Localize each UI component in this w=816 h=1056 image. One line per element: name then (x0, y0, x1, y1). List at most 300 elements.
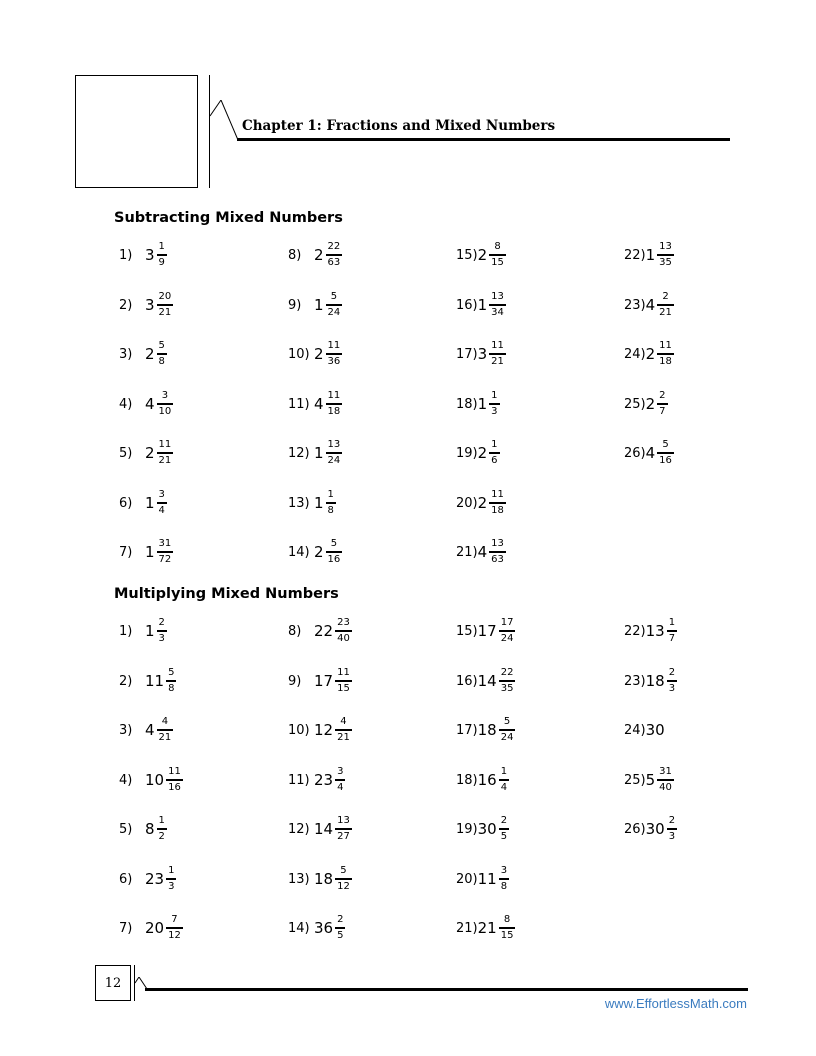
problem-number: 26) (624, 821, 646, 837)
fraction-bar (157, 452, 174, 454)
denominator: 8 (158, 355, 165, 367)
fraction-bar (657, 254, 674, 256)
problem-number: 17) (456, 346, 478, 362)
fraction (157, 391, 174, 417)
fraction-bar (499, 878, 509, 880)
fraction (657, 440, 674, 466)
fraction (166, 767, 183, 793)
denominator: 5 (337, 929, 344, 941)
fraction (667, 618, 677, 644)
denominator: 27 (337, 830, 350, 842)
problem-number: 6) (119, 871, 133, 887)
whole-number: 18 (645, 672, 665, 690)
problem-number: 5) (119, 445, 133, 461)
problem-item (119, 238, 167, 272)
fraction-bar (157, 828, 167, 830)
fraction-bar (326, 353, 343, 355)
fraction-bar (166, 680, 176, 682)
problem-item (119, 288, 173, 322)
header-rule (237, 138, 730, 141)
problem-number: 14) (288, 544, 310, 560)
problem-number: 10) (288, 346, 310, 362)
fraction-bar (335, 779, 345, 781)
whole-number: 17 (314, 672, 334, 690)
whole-number: 18 (477, 721, 497, 739)
problem-number: 24) (624, 346, 646, 362)
whole-number: 2 (145, 345, 155, 363)
whole-number: 30 (477, 820, 497, 838)
footer-rule (145, 988, 748, 991)
fraction-bar (157, 304, 174, 306)
numerator: 5 (662, 439, 669, 451)
fraction-bar (335, 729, 352, 731)
numerator: 22 (327, 241, 341, 253)
whole-number: 2 (314, 345, 324, 363)
problem-number: 16) (456, 297, 478, 313)
fraction-bar (166, 927, 183, 929)
fraction (335, 668, 352, 694)
problem-number: 19) (456, 445, 478, 461)
problem-item (624, 664, 677, 698)
problem-number: 7) (119, 544, 133, 560)
whole-number: 4 (477, 543, 488, 561)
problem-item (288, 862, 352, 896)
fraction (157, 490, 167, 516)
denominator: 7 (659, 405, 666, 417)
problem-number: 19) (456, 821, 478, 837)
problem-item (119, 862, 176, 896)
fraction-bar (489, 403, 499, 405)
fraction-bar (326, 452, 343, 454)
problem-item (624, 288, 674, 322)
problem-item (456, 614, 515, 648)
problem-number: 4) (119, 772, 133, 788)
denominator: 63 (491, 553, 504, 565)
numerator: 1 (168, 865, 175, 877)
fraction (499, 717, 516, 743)
denominator: 72 (158, 553, 172, 565)
whole-number: 2 (645, 345, 656, 363)
denominator: 4 (337, 781, 344, 793)
whole-number: 1 (145, 543, 155, 561)
problem-number: 2) (119, 673, 133, 689)
fraction-bar (667, 680, 677, 682)
denominator: 24 (327, 454, 341, 466)
problem-item (456, 238, 506, 272)
fraction-bar (157, 254, 167, 256)
problem-number: 26) (624, 445, 646, 461)
fraction (326, 242, 343, 268)
numerator: 3 (500, 865, 508, 877)
problem-number: 9) (288, 297, 302, 313)
problem-number: 21) (456, 920, 478, 936)
fraction (657, 341, 674, 367)
problem-number: 15) (456, 247, 478, 263)
whole-number: 23 (145, 870, 165, 888)
fraction (157, 816, 167, 842)
problem-item (119, 535, 173, 569)
fraction (489, 242, 506, 268)
fraction (489, 292, 506, 318)
denominator: 40 (337, 632, 350, 644)
fraction (657, 242, 674, 268)
fraction (335, 717, 352, 743)
numerator: 11 (337, 667, 350, 679)
numerator: 11 (158, 439, 172, 451)
numerator: 13 (491, 291, 504, 303)
numerator: 22 (500, 667, 514, 679)
denominator: 8 (500, 880, 508, 892)
whole-number: 17 (477, 622, 497, 640)
fraction-bar (489, 452, 499, 454)
whole-number: 30 (645, 721, 665, 739)
numerator: 2 (668, 815, 676, 827)
fraction-bar (157, 502, 167, 504)
denominator: 3 (168, 880, 175, 892)
fraction-bar (326, 254, 343, 256)
fraction (157, 618, 167, 644)
fraction (667, 668, 677, 694)
whole-number: 3 (145, 296, 155, 314)
whole-number: 11 (145, 672, 165, 690)
fraction (335, 767, 345, 793)
fraction-bar (326, 403, 343, 405)
problem-item (119, 614, 167, 648)
fraction (489, 391, 499, 417)
numerator: 2 (337, 914, 344, 926)
whole-number: 2 (145, 444, 155, 462)
whole-number: 1 (645, 246, 656, 264)
denominator: 8 (327, 504, 334, 516)
fraction-bar (157, 630, 167, 632)
fraction (335, 618, 352, 644)
problem-item (456, 288, 506, 322)
fraction-bar (157, 403, 174, 405)
whole-number: 14 (314, 820, 334, 838)
fraction (499, 915, 516, 941)
numerator: 3 (337, 766, 344, 778)
problem-item (456, 862, 509, 896)
problem-number: 17) (456, 722, 478, 738)
numerator: 13 (491, 538, 504, 550)
whole-number: 2 (314, 246, 324, 264)
fraction (499, 668, 516, 694)
fraction-bar (499, 680, 516, 682)
problem-item (288, 614, 352, 648)
denominator: 16 (327, 553, 341, 565)
fraction-bar (489, 551, 506, 553)
problem-number: 18) (456, 772, 478, 788)
problem-number: 18) (456, 396, 478, 412)
denominator: 18 (327, 405, 341, 417)
problem-number: 12) (288, 445, 310, 461)
problem-item (288, 812, 352, 846)
problem-item (624, 387, 668, 421)
whole-number: 1 (145, 622, 155, 640)
problem-item (624, 812, 677, 846)
whole-number: 13 (645, 622, 665, 640)
problem-item (288, 337, 342, 371)
fraction-bar (499, 927, 516, 929)
fraction (657, 292, 674, 318)
problem-number: 20) (456, 495, 478, 511)
fraction (166, 866, 176, 892)
whole-number: 18 (314, 870, 334, 888)
denominator: 18 (491, 504, 504, 516)
problem-item (456, 713, 515, 747)
problem-number: 1) (119, 623, 133, 639)
fraction (335, 816, 352, 842)
fraction (166, 668, 176, 694)
denominator: 15 (500, 929, 514, 941)
fraction (489, 341, 506, 367)
denominator: 35 (500, 682, 514, 694)
fraction (326, 490, 336, 516)
problem-item (288, 238, 342, 272)
numerator: 13 (327, 439, 341, 451)
numerator: 2 (659, 390, 666, 402)
fraction-bar (326, 551, 343, 553)
fraction-bar (657, 779, 674, 781)
denominator: 6 (491, 454, 498, 466)
problem-item (456, 387, 500, 421)
problem-number: 10) (288, 722, 310, 738)
whole-number: 23 (314, 771, 334, 789)
problem-number: 20) (456, 871, 478, 887)
numerator: 31 (659, 766, 672, 778)
footer-url[interactable]: www.EffortlessMath.com (604, 996, 747, 1011)
fraction (326, 341, 343, 367)
problem-number: 24) (624, 722, 646, 738)
problem-item (456, 911, 515, 945)
problem-number: 4) (119, 396, 133, 412)
problem-number: 5) (119, 821, 133, 837)
numerator: 5 (168, 667, 175, 679)
denominator: 15 (491, 256, 504, 268)
whole-number: 20 (145, 919, 165, 937)
whole-number: 4 (145, 395, 155, 413)
problem-item (119, 763, 183, 797)
fraction (157, 292, 174, 318)
numerator: 20 (158, 291, 172, 303)
problem-item (288, 911, 345, 945)
numerator: 1 (500, 766, 508, 778)
denominator: 9 (158, 256, 165, 268)
denominator: 4 (158, 504, 165, 516)
problem-item (119, 911, 183, 945)
whole-number: 5 (645, 771, 656, 789)
problem-item (119, 337, 167, 371)
problem-number: 15) (456, 623, 478, 639)
numerator: 13 (337, 815, 350, 827)
problem-item (119, 486, 167, 520)
numerator: 11 (327, 340, 341, 352)
fraction-bar (499, 828, 509, 830)
problem-number: 23) (624, 297, 646, 313)
whole-number: 3 (477, 345, 488, 363)
denominator: 21 (491, 355, 504, 367)
problem-item (624, 614, 677, 648)
fraction-bar (657, 353, 674, 355)
denominator: 16 (659, 454, 672, 466)
chapter-title: Chapter 1: Fractions and Mixed Numbers (242, 118, 556, 134)
denominator: 21 (337, 731, 350, 743)
denominator: 12 (168, 929, 181, 941)
numerator: 4 (161, 716, 169, 728)
fraction (489, 539, 506, 565)
whole-number: 2 (477, 246, 488, 264)
numerator: 2 (158, 617, 165, 629)
numerator: 11 (491, 489, 504, 501)
fraction (489, 490, 506, 516)
numerator: 11 (491, 340, 504, 352)
fraction-bar (335, 878, 352, 880)
fraction (326, 440, 343, 466)
page-number: 12 (95, 965, 131, 1001)
problem-number: 13) (288, 495, 310, 511)
numerator: 5 (330, 291, 338, 303)
whole-number: 2 (314, 543, 324, 561)
numerator: 5 (340, 865, 347, 877)
fraction-bar (489, 254, 506, 256)
denominator: 10 (158, 405, 172, 417)
fraction-bar (657, 452, 674, 454)
numerator: 13 (659, 241, 672, 253)
numerator: 8 (494, 241, 501, 253)
denominator: 18 (659, 355, 672, 367)
problem-item (119, 812, 167, 846)
problem-item (624, 238, 674, 272)
numerator: 5 (330, 538, 338, 550)
whole-number: 2 (477, 494, 488, 512)
fraction-bar (499, 779, 509, 781)
fraction-bar (657, 403, 667, 405)
numerator: 8 (503, 914, 511, 926)
problem-item (288, 436, 342, 470)
fraction (157, 440, 174, 466)
fraction (157, 717, 174, 743)
problem-number: 14) (288, 920, 310, 936)
whole-number: 1 (314, 444, 324, 462)
denominator: 36 (327, 355, 341, 367)
fraction-bar (335, 927, 345, 929)
fraction-bar (157, 551, 174, 553)
numerator: 11 (659, 340, 672, 352)
numerator: 5 (503, 716, 511, 728)
fraction (657, 767, 674, 793)
denominator: 40 (659, 781, 672, 793)
problem-number: 11) (288, 396, 310, 412)
fraction (489, 440, 499, 466)
denominator: 15 (337, 682, 350, 694)
numerator: 1 (158, 815, 165, 827)
fraction (499, 866, 509, 892)
whole-number: 12 (314, 721, 334, 739)
numerator: 1 (668, 617, 676, 629)
problem-item (119, 664, 176, 698)
numerator: 31 (158, 538, 172, 550)
numerator: 3 (158, 489, 165, 501)
fraction (166, 915, 183, 941)
whole-number: 11 (477, 870, 497, 888)
fraction (499, 767, 509, 793)
problem-item (288, 713, 352, 747)
problem-number: 6) (119, 495, 133, 511)
numerator: 3 (161, 390, 169, 402)
fraction-bar (166, 878, 176, 880)
numerator: 23 (337, 617, 350, 629)
denominator: 21 (158, 306, 172, 318)
fraction-bar (657, 304, 674, 306)
problem-item (624, 713, 665, 747)
fraction (157, 341, 167, 367)
fraction (657, 391, 667, 417)
fraction-bar (326, 304, 343, 306)
denominator: 7 (668, 632, 676, 644)
denominator: 24 (500, 632, 514, 644)
whole-number: 1 (477, 395, 488, 413)
problem-item (288, 664, 352, 698)
fraction-bar (157, 729, 174, 731)
fraction-bar (166, 779, 183, 781)
numerator: 2 (662, 291, 669, 303)
denominator: 8 (168, 682, 175, 694)
denominator: 21 (158, 731, 172, 743)
problem-item (456, 763, 509, 797)
fraction-bar (667, 630, 677, 632)
problem-item (288, 486, 336, 520)
fraction-bar (489, 353, 506, 355)
problem-number: 1) (119, 247, 133, 263)
whole-number: 16 (477, 771, 497, 789)
section-title-subtracting: Subtracting Mixed Numbers (114, 210, 343, 226)
numerator: 1 (327, 489, 334, 501)
numerator: 2 (668, 667, 676, 679)
denominator: 24 (500, 731, 514, 743)
whole-number: 1 (314, 494, 324, 512)
denominator: 3 (491, 405, 498, 417)
whole-number: 2 (645, 395, 656, 413)
problem-item (288, 535, 342, 569)
denominator: 5 (500, 830, 508, 842)
fraction-bar (489, 502, 506, 504)
numerator: 1 (491, 439, 498, 451)
fraction (335, 915, 345, 941)
fraction (157, 539, 174, 565)
whole-number: 30 (645, 820, 665, 838)
problem-number: 11) (288, 772, 310, 788)
denominator: 21 (158, 454, 172, 466)
whole-number: 4 (645, 444, 656, 462)
fraction-bar (326, 502, 336, 504)
fraction-bar (489, 304, 506, 306)
problem-item (456, 486, 506, 520)
problem-item (456, 664, 515, 698)
problem-item (119, 713, 173, 747)
denominator: 3 (668, 830, 676, 842)
denominator: 12 (337, 880, 350, 892)
section-title-multiplying: Multiplying Mixed Numbers (114, 586, 339, 602)
fraction (499, 816, 509, 842)
denominator: 3 (668, 682, 676, 694)
whole-number: 1 (477, 296, 488, 314)
problem-number: 23) (624, 673, 646, 689)
whole-number: 4 (314, 395, 324, 413)
fraction-bar (335, 630, 352, 632)
fraction (326, 539, 343, 565)
problem-number: 2) (119, 297, 133, 313)
whole-number: 3 (145, 246, 155, 264)
